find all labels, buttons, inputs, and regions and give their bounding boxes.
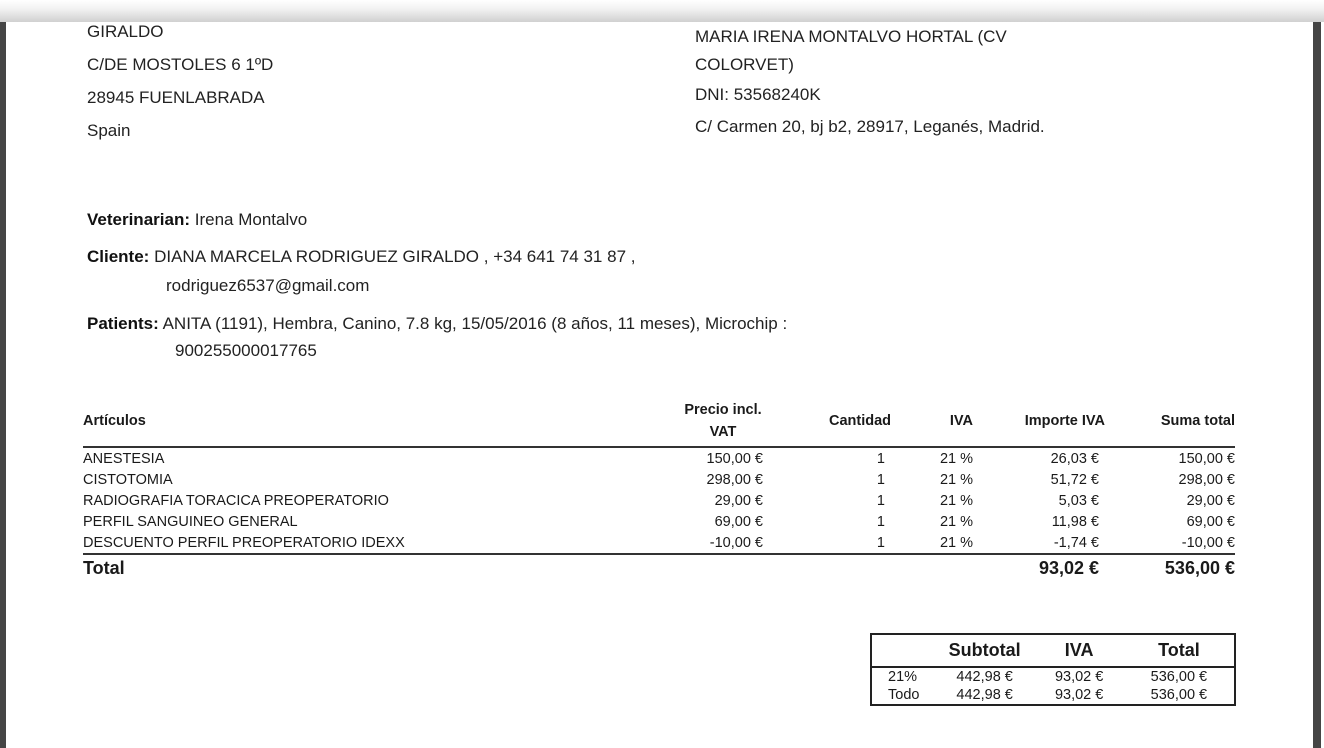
item-precio: 150,00 € (706, 450, 763, 467)
summary-rate: 21% (888, 669, 918, 685)
header-suma-total: Suma total (1107, 396, 1235, 447)
item-suma: 69,00 € (1186, 513, 1235, 530)
client-address (87, 22, 273, 147)
table-row (83, 447, 1235, 469)
item-importe: -1,74 € (973, 532, 1107, 554)
client-address-line: C/DE MOSTOLES 6 1ºD (87, 55, 274, 74)
summary-row (871, 667, 1235, 686)
header-iva: IVA (893, 396, 973, 447)
cliente-line (87, 247, 635, 267)
header-importe-iva: Importe IVA (973, 396, 1107, 447)
summary-total: 536,00 € (1150, 687, 1208, 703)
item-iva: 21 % (939, 513, 973, 530)
veterinarian-label: Veterinarian: (87, 210, 190, 229)
total-suma: 536,00 € (1164, 557, 1235, 578)
summary-header-subtotal: Subtotal (935, 634, 1035, 667)
patients-label: Patients: (87, 314, 159, 333)
item-cantidad: 1 (876, 492, 885, 509)
table-row (83, 532, 1235, 554)
clinic-street: C/ Carmen 20, bj b2, 28917, Leganés, Madrid. (695, 117, 1045, 136)
invoice-page (6, 22, 1313, 748)
item-name: CISTOTOMIA (83, 471, 173, 488)
patients-microchip: 900255000017765 (175, 341, 317, 360)
total-empty (683, 554, 763, 581)
client-address-line: 28945 FUENLABRADA (87, 88, 265, 107)
viewer-scrollbar[interactable] (1313, 22, 1321, 748)
item-suma: -10,00 € (1107, 532, 1235, 554)
total-label: Total (83, 557, 125, 578)
summary-subtotal: 442,98 € (956, 669, 1013, 685)
item-name: PERFIL SANGUINEO GENERAL (83, 513, 298, 530)
total-empty (893, 554, 973, 581)
table-row (83, 511, 1235, 532)
clinic-name-line1: MARIA IRENA MONTALVO HORTAL (CV (695, 27, 1007, 46)
item-cantidad: 1 (876, 513, 885, 530)
cliente-label: Cliente: (87, 247, 150, 266)
summary-header-iva: IVA (1034, 634, 1123, 667)
summary-iva: 93,02 € (1054, 669, 1104, 685)
item-importe: 26,03 € (1050, 450, 1099, 467)
viewer-top-bar (0, 0, 1324, 22)
item-importe: 51,72 € (1050, 471, 1099, 488)
veterinarian-line (87, 210, 307, 230)
header-precio (683, 396, 763, 447)
summary-header-empty (871, 634, 935, 667)
clinic-dni: DNI: 53568240K (695, 85, 821, 104)
item-iva: 21 % (939, 492, 973, 509)
summary-header-row (871, 634, 1235, 667)
summary-rate: Todo (888, 687, 920, 703)
item-precio: 298,00 € (706, 471, 763, 488)
item-name: DESCUENTO PERFIL PREOPERATORIO IDEXX (83, 532, 683, 554)
item-importe: 5,03 € (1058, 492, 1099, 509)
patients-value: ANITA (1191), Hembra, Canino, 7.8 kg, 15/05/2016 (8 años, 11 meses), Microchip : (162, 314, 788, 333)
header-cantidad: Cantidad (763, 396, 893, 447)
cliente-value: DIANA MARCELA RODRIGUEZ GIRALDO , +34 641 74 31 87 , (154, 247, 636, 266)
item-suma: 29,00 € (1186, 492, 1235, 509)
total-empty (763, 554, 893, 581)
header-precio-line2: VAT (709, 424, 737, 440)
table-row (83, 469, 1235, 490)
client-address-line: GIRALDO (87, 22, 164, 41)
item-name: RADIOGRAFIA TORACICA PREOPERATORIO (83, 492, 389, 509)
item-name: ANESTESIA (83, 450, 165, 467)
item-cantidad: 1 (876, 450, 885, 467)
client-address-line: Spain (87, 121, 131, 140)
item-suma: 298,00 € (1178, 471, 1235, 488)
header-articulos: Artículos (83, 396, 683, 447)
items-header-row (83, 396, 1235, 447)
item-iva: 21 % (939, 471, 973, 488)
header-precio-line1: Precio incl. (684, 402, 762, 418)
item-iva: 21 % (939, 450, 973, 467)
item-importe: 11,98 € (1051, 513, 1099, 530)
item-precio: 29,00 € (714, 492, 763, 509)
items-table (83, 396, 1235, 581)
total-importe-iva: 93,02 € (1038, 557, 1099, 578)
summary-total: 536,00 € (1150, 669, 1208, 685)
veterinarian-value: Irena Montalvo (194, 210, 308, 229)
vat-summary-table (870, 633, 1236, 706)
item-iva: 21 % (893, 532, 973, 554)
summary-header-total: Total (1124, 634, 1235, 667)
summary-row (871, 686, 1235, 705)
item-cantidad: 1 (876, 471, 885, 488)
patients-line (87, 314, 787, 334)
item-precio: -10,00 € (683, 532, 763, 554)
summary-subtotal: 442,98 € (956, 687, 1013, 703)
cliente-email: rodriguez6537@gmail.com (166, 276, 370, 295)
total-row (83, 554, 1235, 581)
item-suma: 150,00 € (1178, 450, 1235, 467)
summary-iva: 93,02 € (1054, 687, 1104, 703)
clinic-name-line2: COLORVET) (695, 55, 794, 74)
item-precio: 69,00 € (714, 513, 763, 530)
table-row (83, 490, 1235, 511)
clinic-address (695, 22, 1115, 142)
item-cantidad: 1 (763, 532, 893, 554)
